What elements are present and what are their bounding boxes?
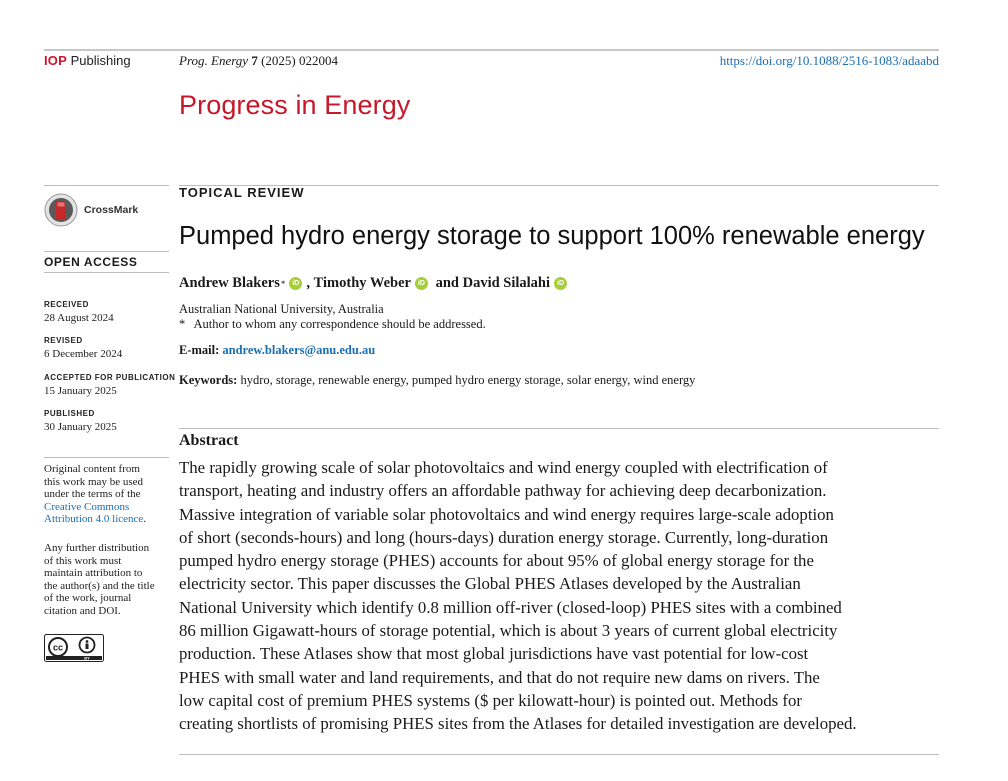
distribution-line: citation and DOI. (44, 604, 121, 617)
citation-volume: 7 (251, 53, 258, 68)
abstract-heading: Abstract (179, 432, 239, 449)
citation-journal: Prog. Energy (179, 53, 249, 68)
distribution-line: maintain attribution to (44, 567, 143, 579)
license-period: . (143, 513, 147, 525)
orcid-icon[interactable]: iD (415, 277, 428, 290)
article-title: Pumped hydro energy storage to support 100% renewable energy (179, 222, 925, 250)
cc-badge-by-text: BY (84, 655, 90, 661)
keywords-label: Keywords: (179, 373, 238, 387)
abstract-line: pumped hydro energy storage (PHES) accounts for about 95% of global energy storage for the (179, 551, 814, 571)
crossmark-button[interactable] (44, 193, 169, 227)
sidebar-rule (44, 185, 169, 186)
sidebar-rule (44, 457, 169, 458)
citation (179, 53, 338, 69)
abstract-rule (179, 428, 939, 429)
abstract-body (179, 456, 943, 736)
author-list (179, 275, 571, 292)
distribution-notice (44, 542, 170, 617)
abstract-line: production. These Atlases show that most global jurisdictions have vast potential for low-cost (179, 644, 809, 664)
open-access-label: OPEN ACCESS (44, 255, 138, 269)
sidebar-rule (44, 251, 169, 252)
revised-label: REVISED (44, 336, 83, 345)
license-notice (44, 463, 170, 526)
abstract-line: electricity sector. This paper discusses the Global PHES Atlases developed by the Australian (179, 574, 801, 594)
email-label: E-mail: (179, 343, 220, 357)
orcid-icon[interactable]: iD (289, 277, 302, 290)
abstract-line: 86 million Gigawatt-hours of storage potential, which is about 3 years of current global electricity (179, 621, 838, 641)
publishing-word: Publishing (70, 53, 131, 68)
cc-badge-left-text: cc (52, 642, 64, 653)
distribution-line: of this work must (44, 554, 122, 567)
license-line: Original content from (44, 463, 140, 475)
author-name[interactable]: Andrew Blakers (179, 275, 280, 291)
article-type: TOPICAL REVIEW (179, 185, 305, 200)
abstract-line: creating shortlists of promising PHES sites from the Atlases for detailed investigation are developed. (179, 714, 857, 734)
email-link[interactable]: andrew.blakers@anu.edu.au (222, 343, 376, 357)
abstract-line: transport, heating and industry offers an affordable pathway for achieving deep decarbonization. (179, 481, 827, 501)
abstract-line: low capital cost of premium PHES systems ($ per kilowatt-hour) is pointed out. Methods for (179, 690, 803, 710)
orcid-icon[interactable]: iD (554, 277, 567, 290)
published-label: PUBLISHED (44, 409, 95, 418)
crossmark-label: CrossMark (84, 204, 139, 216)
received-date: 28 August 2024 (44, 312, 114, 324)
journal-title[interactable]: Progress in Energy (179, 90, 411, 120)
author-name[interactable]: David Silalahi (462, 275, 551, 291)
iop-mark: IOP (44, 53, 67, 68)
received-label: RECEIVED (44, 300, 89, 309)
accepted-label: ACCEPTED FOR PUBLICATION (44, 373, 176, 382)
author-separator: , (306, 275, 314, 291)
license-line: this work may be used (44, 475, 143, 488)
doi-link[interactable]: https://doi.org/10.1088/2516-1083/adaabd (719, 53, 939, 68)
correspondence-note (179, 317, 486, 332)
cc-license-link[interactable]: Creative Commons (44, 500, 130, 513)
abstract-bottom-rule (179, 754, 939, 755)
distribution-line: the author(s) and the title (44, 579, 155, 592)
corresponding-mark: * (280, 278, 286, 289)
header-rule (44, 49, 939, 51)
license-line: under the terms of the (44, 488, 141, 500)
cc-license-link[interactable]: Attribution 4.0 licence (44, 513, 144, 525)
distribution-line: of the work, journal (44, 592, 132, 604)
cc-by-badge-icon[interactable] (44, 634, 104, 662)
author-separator: and (431, 275, 463, 291)
correspondence-mark: * (179, 317, 186, 331)
abstract-line: of short (seconds-hours) and long (hours-days) duration energy storage. Currently, long-duration (179, 527, 829, 547)
affiliation: Australian National University, Australia (179, 302, 384, 316)
accepted-date: 15 January 2025 (44, 385, 117, 397)
abstract-line: Massive integration of variable solar photovoltaics and wind energy requires large-scale adoption (179, 504, 834, 524)
correspondence-text: Author to whom any correspondence should be addressed. (193, 317, 486, 331)
author-name[interactable]: Timothy Weber (313, 275, 411, 291)
distribution-line: Any further distribution (44, 542, 150, 554)
abstract-line: National University which identify 0.8 million off-river (closed-loop) PHES sites with a combined (179, 597, 842, 617)
sidebar-rule (44, 272, 169, 273)
keywords-text: hydro, storage, renewable energy, pumped hydro energy storage, solar energy, wind energy (240, 373, 696, 387)
abstract-line: PHES with small water and land requirements, and that do not require new dams on rivers. The (179, 667, 820, 687)
published-date: 30 January 2025 (44, 421, 117, 433)
crossmark-icon (44, 193, 78, 227)
abstract-line: The rapidly growing scale of solar photovoltaics and wind energy coupled with electrification of (179, 458, 828, 477)
revised-date: 6 December 2024 (44, 348, 123, 360)
citation-rest: (2025) 022004 (261, 53, 338, 68)
iop-publishing-logo[interactable] (44, 53, 131, 68)
email-line (179, 343, 375, 358)
keywords-line (179, 373, 695, 388)
